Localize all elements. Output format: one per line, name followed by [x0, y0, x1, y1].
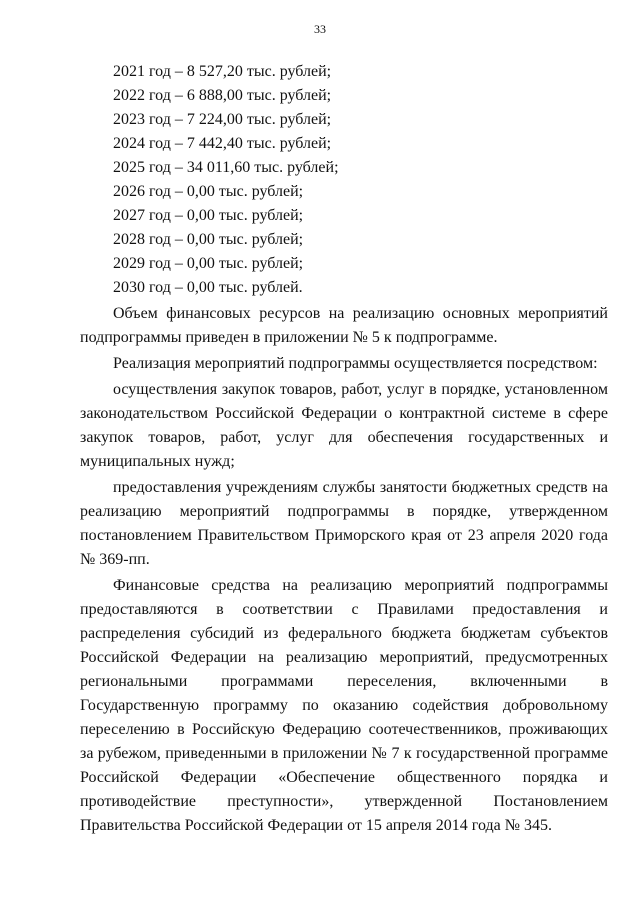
paragraph-procurement: осуществления закупок товаров, работ, услуг в порядке, установленном законодательством Российской Федерации о контрактной системе в сфере закупок товаров, работ, услуг для обеспечения государственных и муниципальных нужд; — [80, 381, 608, 470]
funding-line-2024: 2024 год – 7 442,40 тыс. рублей; — [113, 135, 332, 152]
funding-line-2029: 2029 год – 0,00 тыс. рублей; — [113, 255, 304, 272]
funding-line-2026: 2026 год – 0,00 тыс. рублей; — [113, 183, 304, 200]
paragraph-implementation-intro: Реализация мероприятий подпрограммы осуществляется посредством: — [113, 355, 598, 372]
paragraph-employment-service: предоставления учреждениям службы занятости бюджетных средств на реализацию мероприятий подпрограммы в порядке, утвержденном постановлением Правительством Приморского края от 23 апреля 2020 года № 369-пп. — [80, 479, 608, 568]
funding-line-2030: 2030 год – 0,00 тыс. рублей. — [113, 279, 303, 296]
funding-line-2028: 2028 год – 0,00 тыс. рублей; — [113, 231, 304, 248]
page-number: 33 — [314, 22, 326, 36]
funding-line-2027: 2027 год – 0,00 тыс. рублей; — [113, 207, 304, 224]
funding-line-2023: 2023 год – 7 224,00 тыс. рублей; — [113, 111, 332, 128]
paragraph-funding-volume: Объем финансовых ресурсов на реализацию основных мероприятий подпрограммы приведен в приложении № 5 к подпрограмме. — [80, 305, 608, 346]
funding-line-2025: 2025 год – 34 011,60 тыс. рублей; — [113, 159, 339, 176]
document-body — [80, 60, 608, 838]
paragraph-federal-subsidies: Финансовые средства на реализацию мероприятий подпрограммы предоставляются в соответствии с Правилами предоставления и распределения субсидий из федерального бюджета бюджетам субъектов Российской Федерации на реализацию мероприятий, предусмотренных региональными программами переселения, включенными в Государственную программу по оказанию содействия добровольному переселению в Российскую Федерацию соотечественников, проживающих за рубежом, приведенными в приложении № 7 к государственной программе Российской Федерации «Обеспечение общественного порядка и противодействие преступности», утвержденной Постановлением Правительства Российской Федерации от 15 апреля 2014 года № 345. — [80, 577, 608, 834]
funding-line-2022: 2022 год – 6 888,00 тыс. рублей; — [113, 87, 332, 104]
funding-line-2021: 2021 год – 8 527,20 тыс. рублей; — [113, 63, 332, 80]
